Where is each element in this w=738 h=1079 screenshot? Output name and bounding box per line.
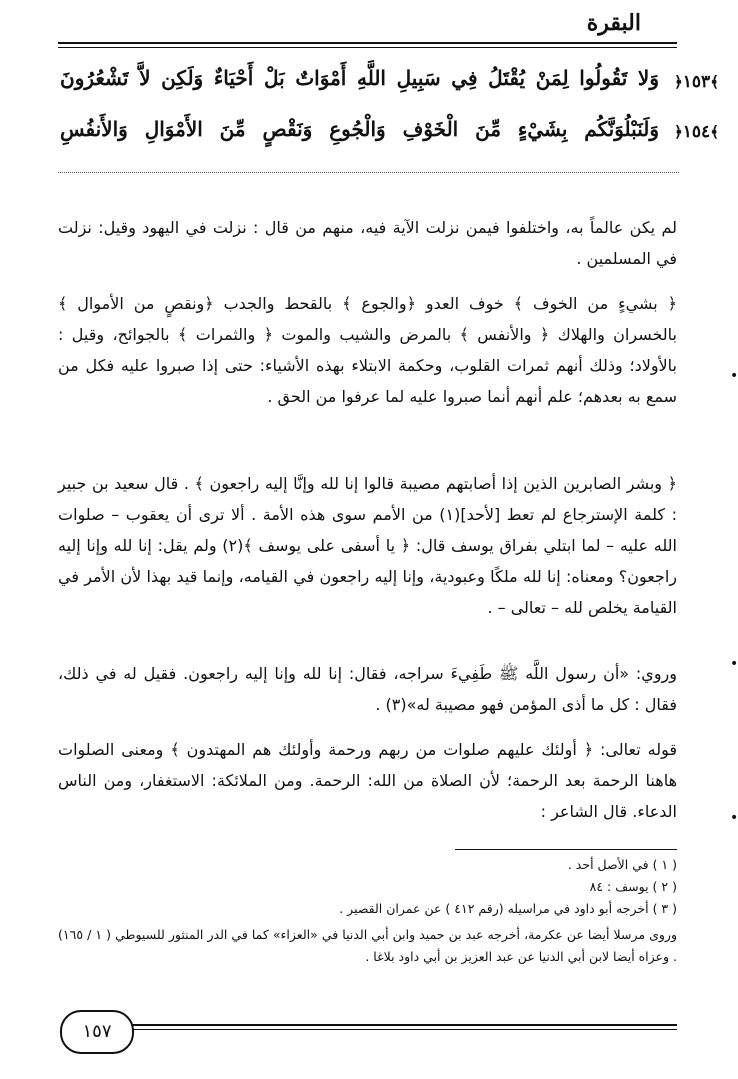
margin-mark: •	[730, 810, 738, 826]
commentary-paragraph: ﴿ بشيءٍ من الخوف ﴾ خوف العدو ﴿والجوع ﴾ بالقحط والجدب ﴿ونقصٍ من الأموال ﴾ بالخسران والهلاك ﴿ والأنفس ﴾ بالمرض والشيب والموت ﴿ والثمرات ﴾ بالجوائح، وقيل : بالأولاد؛ وذلك أنهم ثمرات القلوب، وحكمة الابتلاء بهذه الأشياء: حتى إذا صبروا عليه فكل من سمع به بعدهم؛ علم أنهم أنما صبروا عليه لما عرفوا من الحق .	[58, 294, 677, 406]
margin-mark: •	[730, 368, 738, 384]
footer-rule	[128, 1024, 677, 1026]
footnote: ( ٢ ) يوسف : ٨٤	[589, 879, 677, 894]
ayah-number-marker: ﴿ ١٥٤ ﴾	[674, 122, 719, 142]
ayah-text: وَلَنَبْلُوَنَّكُم بِشَيْءٍ مِّنَ الْخَوْفِ وَالْجُوعِ وَنَقْصٍ مِّنَ الأَمْوَالِ وَالأَنفُسِ	[60, 117, 659, 141]
margin-mark: •	[730, 656, 738, 672]
footnote: ( ٣ ) أخرجه أبو داود في مراسيله (رقم ٤١٢ ) عن عمران القصير .	[339, 901, 677, 916]
footnote-continuation: وروى مرسلا أيضا عن عكرمة، أخرجه عبد بن حميد وابن أبي الدنيا في «العزاء» كما في الدر المنثور للسيوطي ( ١ / ١٦٥) . وعزاه أيضا لابن أبي الدنيا عن عبد العزيز بن أبي داود بلاغا .	[58, 927, 677, 964]
commentary-paragraph: وروي: «أن رسول اللَّه ﷺ طَفِيءَ سراجه، فقال: إنا لله وإنا إليه راجعون. فقيل له في ذلك، فقال : كل ما أذى المؤمن فهو مصيبة له»(٣) .	[58, 664, 677, 714]
commentary-paragraph: لم يكن عالماً به، واختلفوا فيمن نزلت الآية فيه، منهم من قال : نزلت في اليهود وقيل: نزلت في المسلمين .	[58, 218, 677, 268]
commentary-paragraph: ﴿ وبشر الصابرين الذين إذا أصابتهم مصيبة قالوا إنا لله وإنَّا إليه راجعون ﴾ . قال سعيد بن جبير : كلمة الإسترجاع لم تعط [لأحد](١) من الأمم سوى هذه الأمة . ألا ترى أن يعقوب – صلوات الله عليه – لما ابتلي بفراق يوسف قال: ﴿ يا أسفى على يوسف ﴾(٢) ولم يقل: إنا لله وإنا إليه راجعون؟ ومعناه: إنا لله ملكًا وعبودية، وإنا إليه راجعون في القيامه، وإنما قيد بهذا لأن الأمر في القيامة يخلص لله – تعالى – .	[58, 474, 678, 617]
surah-title: البقرة	[586, 10, 641, 36]
section-divider	[58, 172, 679, 173]
header-rule-thin	[58, 47, 677, 48]
footnote: ( ١ ) في الأصل أحد .	[567, 857, 677, 872]
ayah-number-marker: ﴿ ١٥٣ ﴾	[674, 72, 719, 92]
commentary-paragraph: قوله تعالى: ﴿ أولئك عليهم صلوات من ربهم ورحمة وأولئك هم المهتدون ﴾ ومعنى الصلوات هاهنا الرحمة بعد الرحمة؛ لأن الصلاة من الله: الرحمة. ومن الملائكة: الاستغفار، ومن الناس الدعاء. قال الشاعر :	[58, 740, 677, 821]
footnote-rule	[455, 849, 677, 850]
header-rule	[58, 42, 677, 44]
footer-rule-thin	[128, 1029, 677, 1030]
page-number: ١٥٧	[60, 1010, 134, 1054]
ayah-text: وَلا تَقُولُوا لِمَنْ يُقْتَلُ فِي سَبِيلِ اللَّهِ أَمْوَاتٌ بَلْ أَحْيَاءٌ وَلَكِن لاَّ تَشْعُرُونَ	[60, 66, 659, 90]
